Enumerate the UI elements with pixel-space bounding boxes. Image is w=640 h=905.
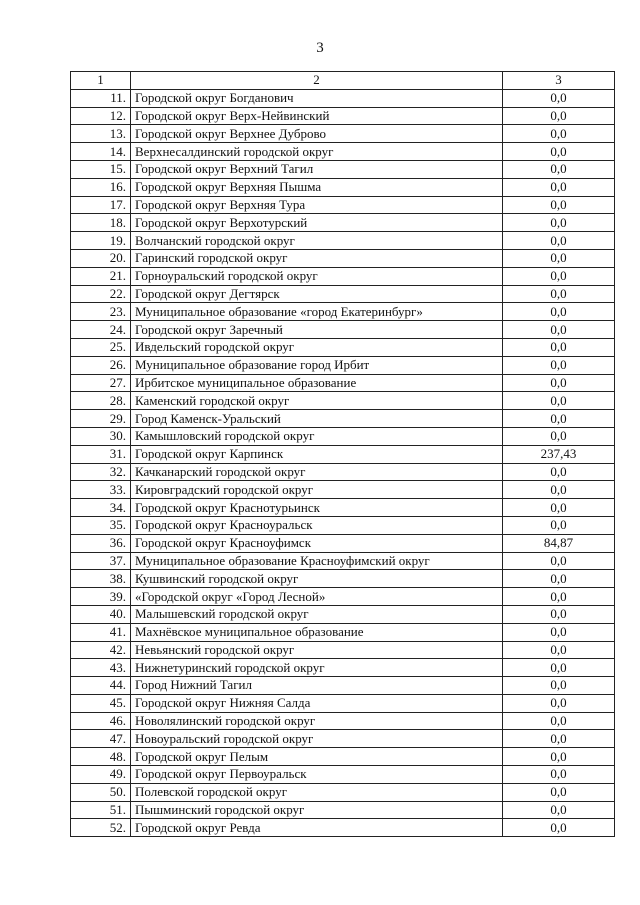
table-body xyxy=(71,72,615,837)
row-number-cell: 25. xyxy=(71,338,131,356)
municipality-name-cell: Качканарский городской округ xyxy=(131,463,503,481)
table-row xyxy=(71,730,615,748)
value-cell: 0,0 xyxy=(503,267,615,285)
municipality-name-cell: Город Нижний Тагил xyxy=(131,677,503,695)
table-row xyxy=(71,463,615,481)
municipality-name-cell: Полевской городской округ xyxy=(131,783,503,801)
value-cell: 0,0 xyxy=(503,160,615,178)
value-cell: 0,0 xyxy=(503,659,615,677)
table-row xyxy=(71,516,615,534)
municipality-name-cell: Муниципальное образование Красноуфимский округ xyxy=(131,552,503,570)
value-cell: 0,0 xyxy=(503,427,615,445)
table-row xyxy=(71,766,615,784)
value-cell: 0,0 xyxy=(503,516,615,534)
value-cell: 237,43 xyxy=(503,445,615,463)
value-cell: 0,0 xyxy=(503,125,615,143)
value-cell: 0,0 xyxy=(503,766,615,784)
value-cell: 0,0 xyxy=(503,588,615,606)
row-number-cell: 19. xyxy=(71,232,131,250)
municipality-name-cell: Городской округ Нижняя Салда xyxy=(131,694,503,712)
municipality-name-cell: Городской округ Карпинск xyxy=(131,445,503,463)
row-number-cell: 27. xyxy=(71,374,131,392)
municipality-name-cell: «Городской округ «Город Лесной» xyxy=(131,588,503,606)
table-row xyxy=(71,534,615,552)
row-number-cell: 45. xyxy=(71,694,131,712)
municipality-name-cell: Невьянский городской округ xyxy=(131,641,503,659)
municipality-name-cell: Малышевский городской округ xyxy=(131,605,503,623)
municipality-name-cell: Нижнетуринский городской округ xyxy=(131,659,503,677)
value-cell: 0,0 xyxy=(503,641,615,659)
value-cell: 0,0 xyxy=(503,481,615,499)
row-number-cell: 39. xyxy=(71,588,131,606)
municipality-name-cell: Махнёвское муниципальное образование xyxy=(131,623,503,641)
row-number-cell: 31. xyxy=(71,445,131,463)
value-cell: 0,0 xyxy=(503,623,615,641)
municipality-name-cell: Гаринский городской округ xyxy=(131,249,503,267)
value-cell: 0,0 xyxy=(503,712,615,730)
value-cell: 0,0 xyxy=(503,196,615,214)
table-row xyxy=(71,499,615,517)
row-number-cell: 40. xyxy=(71,605,131,623)
municipality-name-cell: Пышминский городской округ xyxy=(131,801,503,819)
municipality-name-cell: Ирбитское муниципальное образование xyxy=(131,374,503,392)
table-row xyxy=(71,605,615,623)
row-number-cell: 30. xyxy=(71,427,131,445)
value-cell: 0,0 xyxy=(503,392,615,410)
value-cell: 0,0 xyxy=(503,374,615,392)
row-number-cell: 16. xyxy=(71,178,131,196)
municipality-name-cell: Кировградский городской округ xyxy=(131,481,503,499)
row-number-cell: 49. xyxy=(71,766,131,784)
table-row xyxy=(71,232,615,250)
table-header-row xyxy=(71,72,615,90)
municipality-name-cell: Городской округ Верхотурский xyxy=(131,214,503,232)
municipality-name-cell: Камышловский городской округ xyxy=(131,427,503,445)
value-cell: 0,0 xyxy=(503,552,615,570)
value-cell: 0,0 xyxy=(503,303,615,321)
table-row xyxy=(71,801,615,819)
table-row xyxy=(71,552,615,570)
column-header-value: 3 xyxy=(503,72,615,90)
row-number-cell: 23. xyxy=(71,303,131,321)
value-cell: 0,0 xyxy=(503,232,615,250)
column-header-number: 1 xyxy=(71,72,131,90)
value-cell: 0,0 xyxy=(503,321,615,339)
table-row xyxy=(71,392,615,410)
municipality-name-cell: Новолялинский городской округ xyxy=(131,712,503,730)
table-row xyxy=(71,819,615,837)
table-row xyxy=(71,338,615,356)
municipality-name-cell: Городской округ Заречный xyxy=(131,321,503,339)
value-cell: 84,87 xyxy=(503,534,615,552)
table-row xyxy=(71,783,615,801)
page-number: 3 xyxy=(316,40,324,56)
value-cell: 0,0 xyxy=(503,783,615,801)
municipality-name-cell: Городской округ Верхняя Пышма xyxy=(131,178,503,196)
municipality-name-cell: Кушвинский городской округ xyxy=(131,570,503,588)
municipality-name-cell: Ивдельский городской округ xyxy=(131,338,503,356)
municipality-name-cell: Горноуральский городской округ xyxy=(131,267,503,285)
table-row xyxy=(71,570,615,588)
value-cell: 0,0 xyxy=(503,748,615,766)
table-row xyxy=(71,303,615,321)
municipality-name-cell: Город Каменск-Уральский xyxy=(131,410,503,428)
table-row xyxy=(71,445,615,463)
row-number-cell: 50. xyxy=(71,783,131,801)
municipality-name-cell: Городской округ Пелым xyxy=(131,748,503,766)
municipality-name-cell: Городской округ Верх-Нейвинский xyxy=(131,107,503,125)
row-number-cell: 48. xyxy=(71,748,131,766)
municipality-name-cell: Городской округ Дегтярск xyxy=(131,285,503,303)
table-row xyxy=(71,712,615,730)
table-row xyxy=(71,143,615,161)
table-row xyxy=(71,125,615,143)
municipality-name-cell: Городской округ Краснотурьинск xyxy=(131,499,503,517)
value-cell: 0,0 xyxy=(503,499,615,517)
row-number-cell: 35. xyxy=(71,516,131,534)
value-cell: 0,0 xyxy=(503,730,615,748)
municipality-name-cell: Верхнесалдинский городской округ xyxy=(131,143,503,161)
municipality-name-cell: Муниципальное образование «город Екатеринбург» xyxy=(131,303,503,321)
row-number-cell: 33. xyxy=(71,481,131,499)
row-number-cell: 41. xyxy=(71,623,131,641)
municipality-name-cell: Городской округ Красноуфимск xyxy=(131,534,503,552)
row-number-cell: 26. xyxy=(71,356,131,374)
table-row xyxy=(71,356,615,374)
value-cell: 0,0 xyxy=(503,107,615,125)
row-number-cell: 15. xyxy=(71,160,131,178)
row-number-cell: 14. xyxy=(71,143,131,161)
municipality-name-cell: Муниципальное образование город Ирбит xyxy=(131,356,503,374)
municipality-name-cell: Городской округ Ревда xyxy=(131,819,503,837)
row-number-cell: 13. xyxy=(71,125,131,143)
municipality-name-cell: Новоуральский городской округ xyxy=(131,730,503,748)
value-cell: 0,0 xyxy=(503,214,615,232)
table-row xyxy=(71,748,615,766)
row-number-cell: 34. xyxy=(71,499,131,517)
municipality-name-cell: Городской округ Первоуральск xyxy=(131,766,503,784)
table-row xyxy=(71,267,615,285)
value-cell: 0,0 xyxy=(503,143,615,161)
table-row xyxy=(71,694,615,712)
table-row xyxy=(71,249,615,267)
row-number-cell: 43. xyxy=(71,659,131,677)
value-cell: 0,0 xyxy=(503,356,615,374)
row-number-cell: 38. xyxy=(71,570,131,588)
table-row xyxy=(71,89,615,107)
table-row xyxy=(71,374,615,392)
value-cell: 0,0 xyxy=(503,410,615,428)
row-number-cell: 46. xyxy=(71,712,131,730)
value-cell: 0,0 xyxy=(503,249,615,267)
value-cell: 0,0 xyxy=(503,694,615,712)
table-row xyxy=(71,659,615,677)
table-row xyxy=(71,107,615,125)
value-cell: 0,0 xyxy=(503,801,615,819)
table-row xyxy=(71,214,615,232)
row-number-cell: 12. xyxy=(71,107,131,125)
row-number-cell: 47. xyxy=(71,730,131,748)
value-cell: 0,0 xyxy=(503,570,615,588)
column-header-name: 2 xyxy=(131,72,503,90)
table-row xyxy=(71,285,615,303)
row-number-cell: 42. xyxy=(71,641,131,659)
row-number-cell: 29. xyxy=(71,410,131,428)
municipality-name-cell: Каменский городской округ xyxy=(131,392,503,410)
table-row xyxy=(71,321,615,339)
table-row xyxy=(71,427,615,445)
row-number-cell: 52. xyxy=(71,819,131,837)
row-number-cell: 18. xyxy=(71,214,131,232)
row-number-cell: 37. xyxy=(71,552,131,570)
row-number-cell: 22. xyxy=(71,285,131,303)
value-cell: 0,0 xyxy=(503,178,615,196)
value-cell: 0,0 xyxy=(503,605,615,623)
data-table xyxy=(70,71,615,837)
municipality-name-cell: Волчанский городской округ xyxy=(131,232,503,250)
value-cell: 0,0 xyxy=(503,819,615,837)
row-number-cell: 20. xyxy=(71,249,131,267)
row-number-cell: 44. xyxy=(71,677,131,695)
table-row xyxy=(71,160,615,178)
row-number-cell: 24. xyxy=(71,321,131,339)
table-row xyxy=(71,641,615,659)
row-number-cell: 36. xyxy=(71,534,131,552)
table-row xyxy=(71,178,615,196)
row-number-cell: 51. xyxy=(71,801,131,819)
row-number-cell: 28. xyxy=(71,392,131,410)
municipality-name-cell: Городской округ Верхний Тагил xyxy=(131,160,503,178)
value-cell: 0,0 xyxy=(503,677,615,695)
row-number-cell: 11. xyxy=(71,89,131,107)
table-row xyxy=(71,677,615,695)
municipality-name-cell: Городской округ Верхняя Тура xyxy=(131,196,503,214)
row-number-cell: 32. xyxy=(71,463,131,481)
table-row xyxy=(71,481,615,499)
row-number-cell: 21. xyxy=(71,267,131,285)
municipality-name-cell: Городской округ Красноуральск xyxy=(131,516,503,534)
municipality-name-cell: Городской округ Верхнее Дуброво xyxy=(131,125,503,143)
table-row xyxy=(71,588,615,606)
value-cell: 0,0 xyxy=(503,338,615,356)
value-cell: 0,0 xyxy=(503,463,615,481)
table-row xyxy=(71,196,615,214)
table-row xyxy=(71,410,615,428)
value-cell: 0,0 xyxy=(503,285,615,303)
row-number-cell: 17. xyxy=(71,196,131,214)
value-cell: 0,0 xyxy=(503,89,615,107)
municipality-name-cell: Городской округ Богданович xyxy=(131,89,503,107)
table-row xyxy=(71,623,615,641)
